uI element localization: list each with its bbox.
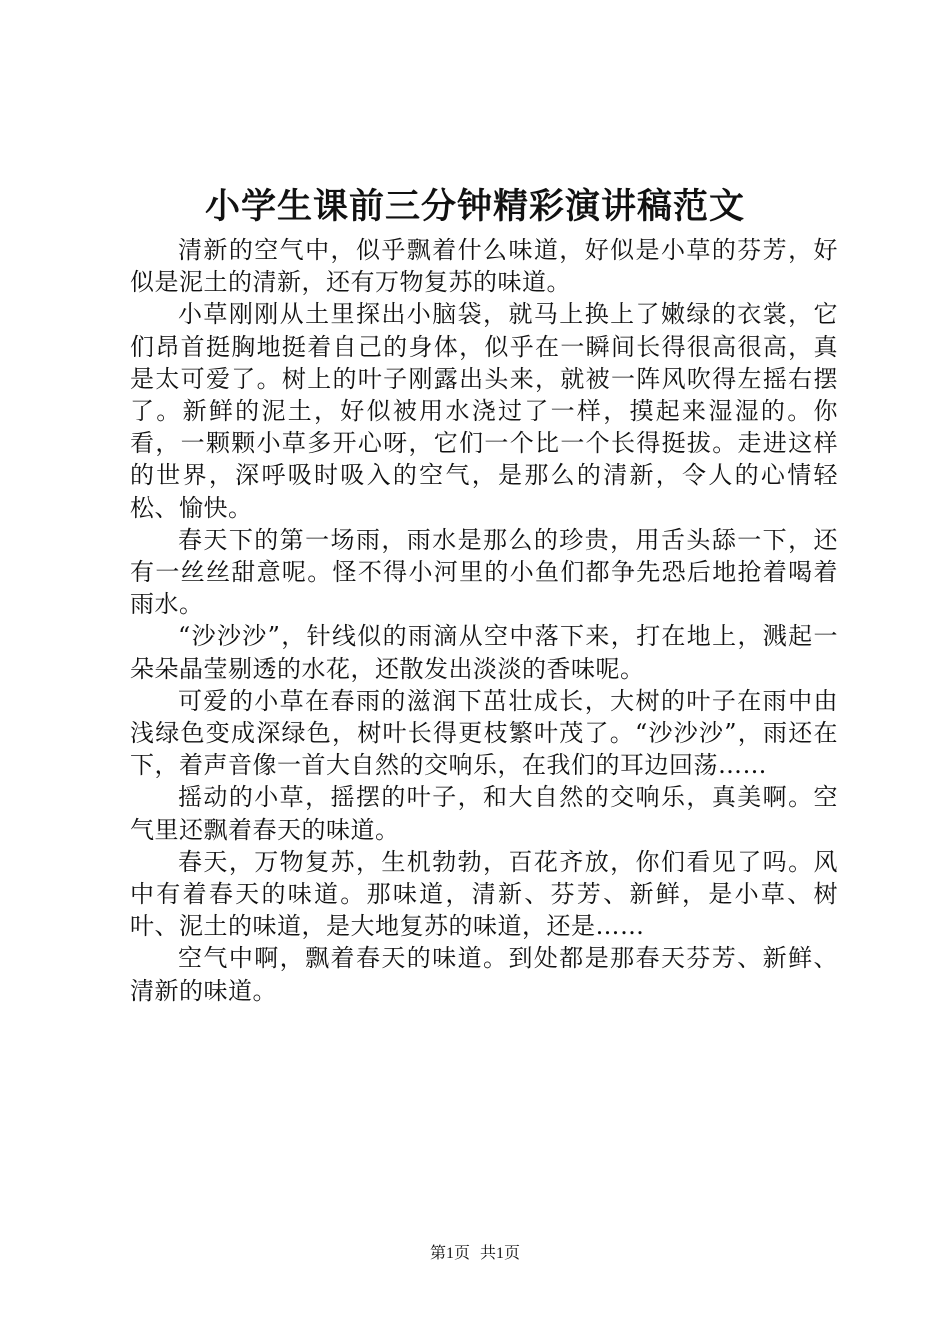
paragraph-7: 春天，万物复苏，生机勃勃，百花齐放，你们看见了吗。风中有着春天的味道。那味道，清新、芬芳、新鲜，是小草、树叶、泥土的味道，是大地复苏的味道，还是…… <box>130 847 838 941</box>
page-footer <box>0 1242 950 1266</box>
paragraph-3: 春天下的第一场雨，雨水是那么的珍贵，用舌头舔一下，还有一丝丝甜意呢。怪不得小河里的小鱼们都争先恐后地抢着喝着雨水。 <box>130 525 838 619</box>
document-title: 小学生课前三分钟精彩演讲稿范文 <box>204 186 745 227</box>
paragraph-8: 空气中啊，飘着春天的味道。到处都是那春天芬芳、新鲜、清新的味道。 <box>130 944 838 1005</box>
paragraph-5: 可爱的小草在春雨的滋润下茁壮成长，大树的叶子在雨中由浅绿色变成深绿色，树叶长得更枝繁叶茂了。“沙沙沙”，雨还在下，着声音像一首大自然的交响乐，在我们的耳边回荡…… <box>130 686 838 780</box>
page-number: 第1页 <box>429 1245 470 1262</box>
paragraph-1: 清新的空气中，似乎飘着什么味道，好似是小草的芬芳，好似是泥土的清新，还有万物复苏的味道。 <box>130 236 838 297</box>
document-body <box>130 234 838 1007</box>
paragraph-4: “沙沙沙”，针线似的雨滴从空中落下来，打在地上，溅起一朵朵晶莹剔透的水花，还散发出淡淡的香味呢。 <box>130 622 838 683</box>
paragraph-2: 小草刚刚从土里探出小脑袋，就马上换上了嫩绿的衣裳，它们昂首挺胸地挺着自己的身体，似乎在一瞬间长得很高很高，真是太可爱了。树上的叶子刚露出头来，就被一阵风吹得左摇右摆了。新鲜的泥土，好似被用水浇过了一样，摸起来湿湿的。你看，一颗颗小草多开心呀，它们一个比一个长得挺拔。走进这样的世界，深呼吸时吸入的空气，是那么的清新，令人的心情轻松、愉快。 <box>130 300 838 522</box>
paragraph-6: 摇动的小草，摇摆的叶子，和大自然的交响乐，真美啊。空气里还飘着春天的味道。 <box>130 783 838 844</box>
page-total: 共1页 <box>480 1245 521 1262</box>
